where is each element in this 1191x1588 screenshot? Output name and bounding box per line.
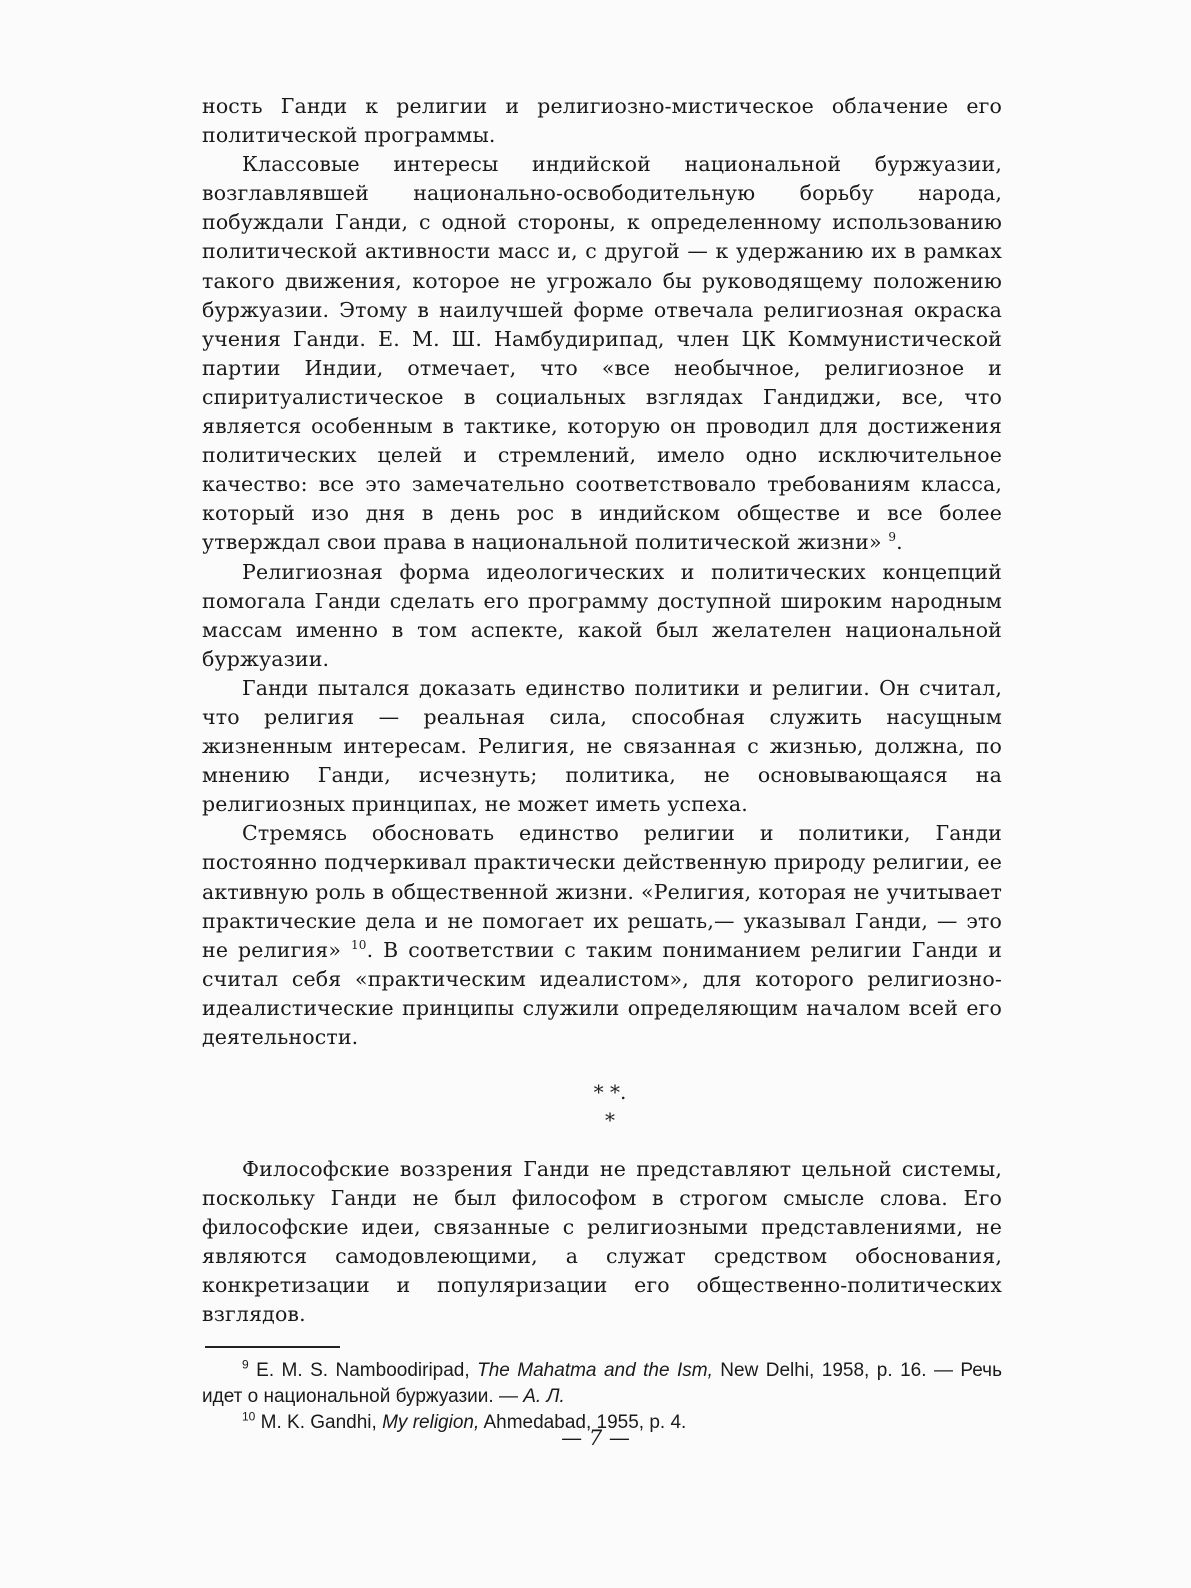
page-number-value: 7 xyxy=(588,1426,603,1450)
section-separator xyxy=(560,1078,660,1134)
paragraph-5-text: Стремясь обосновать единство религии и политики, Ганди постоянно подчеркивал практически действенную природу религии, ее активную роль в общественной жизни. «Религия, которая не учитывает практические дела и не помогает их решать,— указывал Ганди, — это не религия» xyxy=(202,821,1002,962)
paragraph-5 xyxy=(202,819,1002,1052)
paragraph-5-period: . xyxy=(366,937,374,962)
footnotes xyxy=(202,1358,1002,1436)
footnote-10-title: My religion, xyxy=(382,1412,480,1433)
paragraph-2-text: Классовые интересы индийской национальной буржуазии, возглавлявшей национально-освободительную борьбу народа, побуждали Ганди, с одной стороны, к определенному использованию политической активности масс и, с другой — к удержанию их в рамках такого движения, которое не угрожало бы руководящему положению буржуазии. Этому в наилучшей форме отвечала религиозная окраска учения Ганди. Е. М. Ш. Намбудирипад, член ЦК Коммунистической партии Индии, отмечает, что «все необычное, религиозное и спиритуалистическое в социальных взглядах Гандиджи, все, что является особенным в тактике, которую он проводил для достижения политических целей и стремлений, имело одно исключительное качество: все это замечательно соответствовало требованиям класса, который изо дня в день рос в индийском обществе и все более утверждал свои права в национальной политической жизни» xyxy=(202,152,1002,555)
footnote-9-after: New Delhi, 1958, p. 16. — Речь идет о национальной буржуазии. — xyxy=(202,1360,1002,1407)
page-number-dash-left: — xyxy=(561,1426,583,1450)
paragraph-3: Религиозная форма идеологических и политических концепций помогала Ганди сделать его программу доступной широким народным массам именно в том аспекте, какой был желателен национальной буржуазии. xyxy=(202,559,1002,671)
paragraph-4: Ганди пытался доказать единство политики и религии. Он считал, что религия — реальная сила, способная служить насущным жизненным интересам. Религия, не связанная с жизнью, должна, по мнению Ганди, исчезнуть; политика, не основывающаяся на религиозных принципах, не может иметь успеха. xyxy=(202,675,1002,817)
footnote-10-marker: 10 xyxy=(242,1409,256,1424)
paragraph-2-end: . xyxy=(896,530,903,555)
footnote-ref-9: 9 xyxy=(888,530,897,545)
paragraph-6: Философские воззрения Ганди не представляют цельной системы, поскольку Ганди не был философом в строгом смысле слова. Его философские идеи, связанные с религиозными представлениями, не являются самодовлеющими, а служат средством обоснования, конкретизации и популяризации его общественно-политических взглядов. xyxy=(202,1157,1002,1327)
footnote-10-after: Ahmedabad, 1955, p. 4. xyxy=(483,1412,687,1433)
paragraph-5-cont: В соответствии с таким пониманием религии Ганди и считал себя «практическим идеалистом», для которого религиозно-идеалистические принципы служили определяющим началом всей его деятельности. xyxy=(202,937,1003,1049)
paragraph-2 xyxy=(202,150,1002,557)
footnote-divider xyxy=(205,1346,340,1348)
footnote-10-before: M. K. Gandhi, xyxy=(260,1412,377,1433)
footnote-9-author: А. Л. xyxy=(523,1386,565,1407)
paragraph-1: ность Ганди к религии и религиозно-мистическое облачение его политической программы. xyxy=(202,94,1002,148)
page-number-dash-right: — xyxy=(608,1426,630,1450)
footnote-9 xyxy=(202,1358,1002,1410)
asterisks-bottom: * xyxy=(605,1108,615,1132)
footnote-ref-10: 10 xyxy=(350,937,367,952)
footnote-9-marker: 9 xyxy=(242,1357,249,1372)
second-section-text xyxy=(202,1155,1002,1330)
footnote-9-before: E. M. S. Namboodiripad, xyxy=(256,1360,470,1381)
asterisks-top: * *. xyxy=(593,1080,627,1104)
footnote-9-title: The Mahatma and the Ism, xyxy=(477,1360,713,1381)
page-number xyxy=(0,1426,1191,1450)
main-text xyxy=(202,92,1002,1052)
